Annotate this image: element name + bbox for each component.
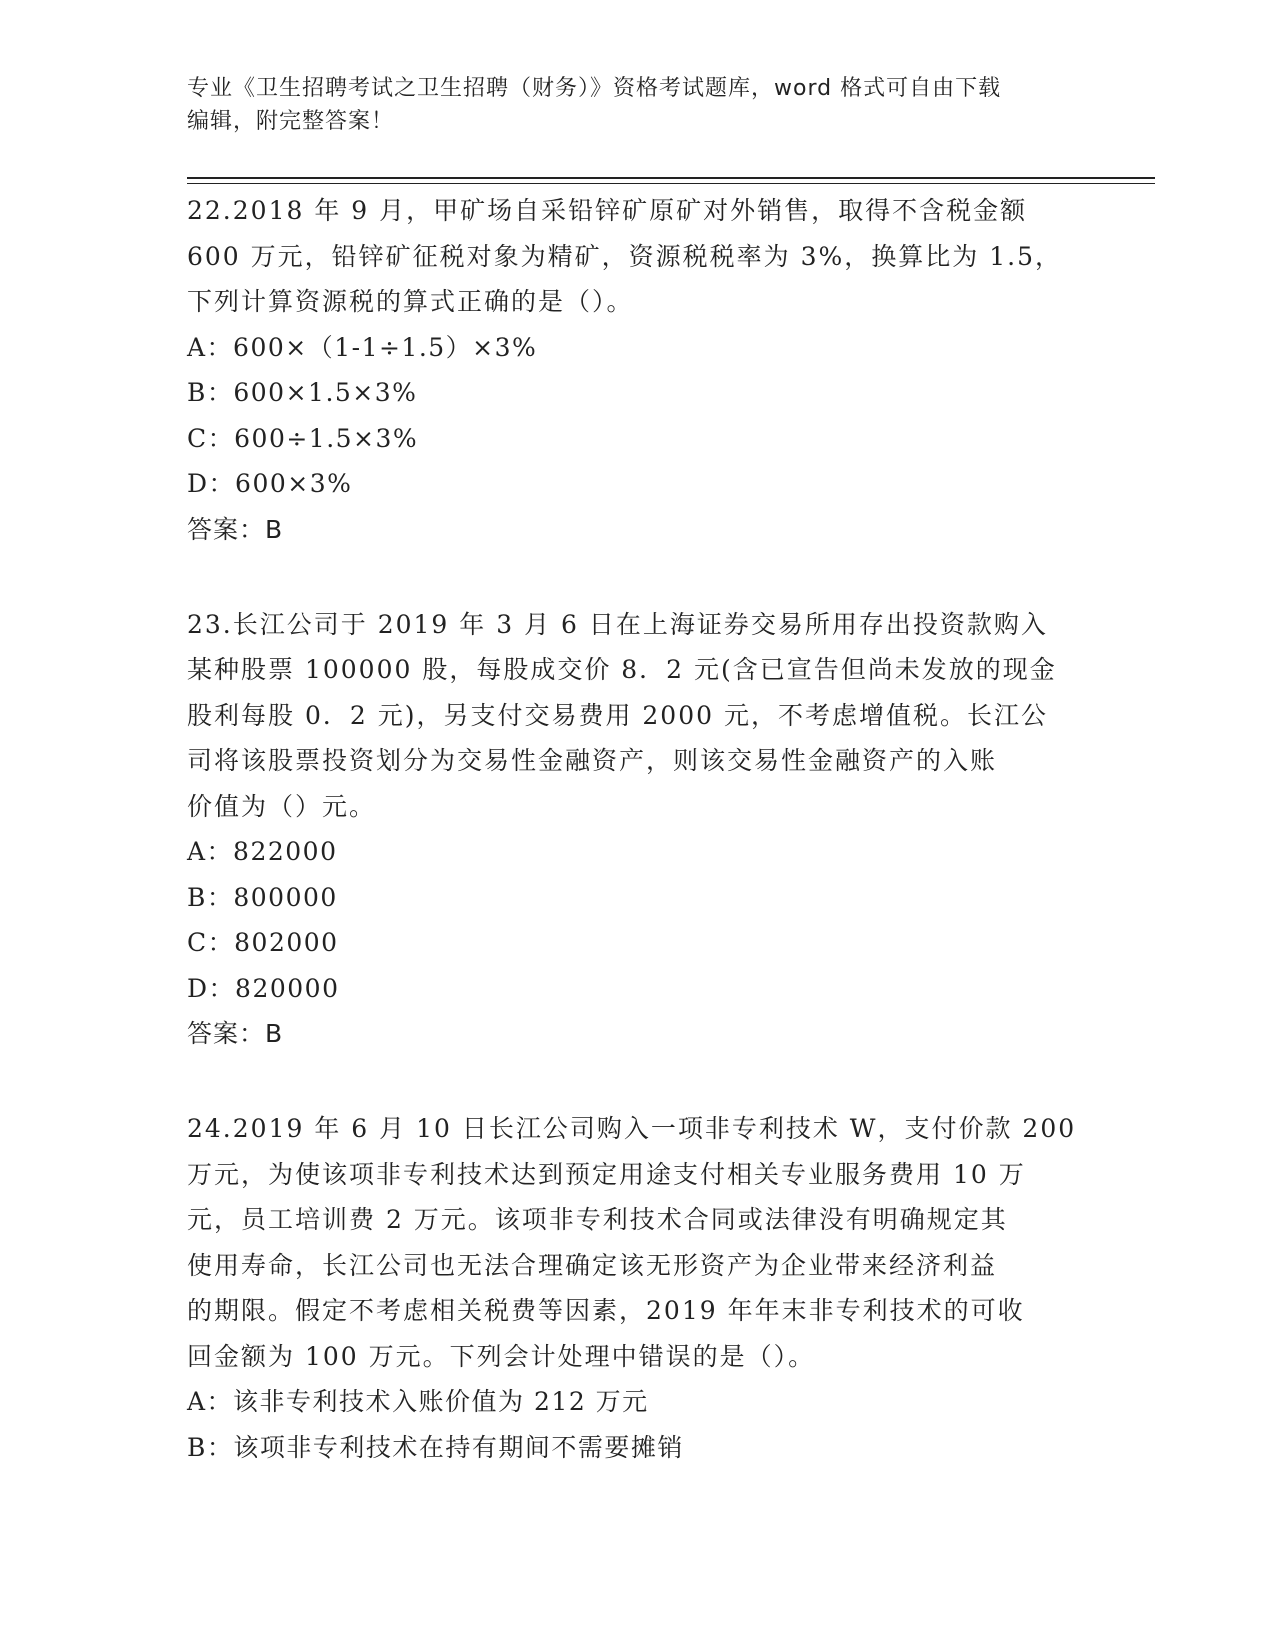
option-a: A：822000 <box>187 837 338 866</box>
option-b: B：600×1.5×3% <box>187 378 418 407</box>
question-text-line: 下列计算资源税的算式正确的是（）。 <box>187 287 634 316</box>
question-spacer <box>187 1056 1087 1106</box>
question-text-line: 万元，为使该项非专利技术达到预定用途支付相关专业服务费用 10 万 <box>187 1159 1026 1189</box>
question-text-line: 股利每股 0．2 元)，另支付交易费用 2000 元，不考虑增值税。长江公 <box>187 700 1048 730</box>
question-text-line: 司将该股票投资划分为交易性金融资产，则该交易性金融资产的入账 <box>187 746 998 775</box>
answer-line: 答案：B <box>187 514 284 544</box>
option-a: A：该非专利技术入账价值为 212 万元 <box>187 1387 649 1416</box>
header-rule-thick <box>187 177 1155 179</box>
question-text-line: 使用寿命，长江公司也无法合理确定该无形资产为企业带来经济利益 <box>187 1250 998 1280</box>
header-line-1: 专业《卫生招聘考试之卫生招聘（财务）》资格考试题库，word 格式可自由下载 <box>187 76 1002 101</box>
question-spacer <box>187 552 1087 602</box>
question-text-line: 回金额为 100 万元。下列会计处理中错误的是（）。 <box>187 1341 816 1371</box>
option-c: C：600÷1.5×3% <box>187 423 419 453</box>
question-text-line: 23.长江公司于 2019 年 3 月 6 日在上海证券交易所用存出投资款购入 <box>187 609 1048 639</box>
header-line-2: 编辑，附完整答案！ <box>187 109 395 134</box>
question-24 <box>187 1106 1087 1470</box>
question-text-line: 的期限。假定不考虑相关税费等因素，2019 年年末非专利技术的可收 <box>187 1296 1025 1325</box>
answer-line: 答案：B <box>187 1019 284 1048</box>
question-list <box>187 188 1087 1470</box>
option-b: B：800000 <box>187 882 338 912</box>
option-d: D：600×3% <box>187 469 353 498</box>
question-text-line: 600 万元，铅锌矿征税对象为精矿，资源税税率为 3%，换算比为 1.5， <box>187 241 1062 271</box>
option-c: C：802000 <box>187 928 339 957</box>
question-text-line: 价值为（）元。 <box>187 791 377 821</box>
header-rule-thin <box>187 183 1155 184</box>
question-text-line: 22.2018 年 9 月，甲矿场自采铅锌矿原矿对外销售，取得不含税金额 <box>187 196 1028 225</box>
option-a: A：600×（1-1÷1.5）×3% <box>187 332 538 362</box>
question-text-line: 元，员工培训费 2 万元。该项非专利技术合同或法律没有明确规定其 <box>187 1205 1008 1234</box>
question-22 <box>187 188 1087 552</box>
option-d: D：820000 <box>187 973 340 1003</box>
question-23 <box>187 602 1087 1057</box>
question-text-line: 24.2019 年 6 月 10 日长江公司购入一项非专利技术 W，支付价款 200 <box>187 1114 1077 1143</box>
option-b: B：该项非专利技术在持有期间不需要摊销 <box>187 1432 684 1462</box>
document-header <box>187 72 1087 138</box>
question-text-line: 某种股票 100000 股，每股成交价 8．2 元(含已宣告但尚未发放的现金 <box>187 655 1057 684</box>
